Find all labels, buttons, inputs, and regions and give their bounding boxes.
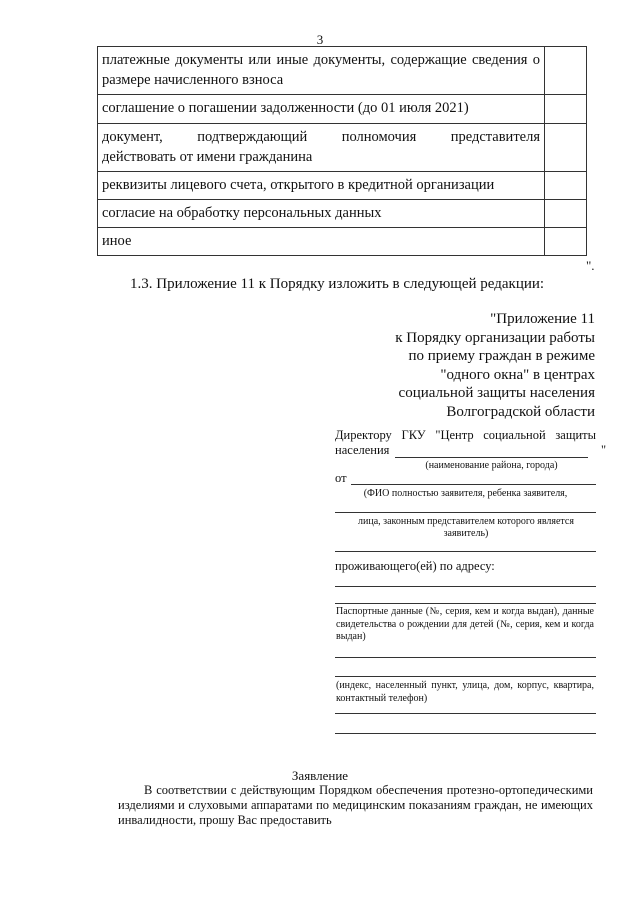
director-line: Директору ГКУ "Центр социальной защиты [335,428,596,442]
table-row [98,95,587,124]
table-cell-line: документ, подтверждающий полномочия представителя [102,129,540,145]
statement-body [118,783,593,828]
checkbox-cell [545,124,587,172]
director-line-2: населения [335,443,390,457]
appendix-line: по приему граждан в режиме [408,348,595,364]
table-cell: платежные документы или иные документы, содержащие сведения о размере начисленного взноса [98,47,545,95]
from-label: от [335,471,347,485]
checkbox-cell [545,95,587,124]
fio-field-line-3 [335,551,596,552]
table-cell [98,124,545,172]
table-cell-line: действовать от имени гражданина [102,149,313,165]
passport-field-line [335,657,596,658]
contact-caption: (индекс, населенный пункт, улица, дом, корпус, квартира, контактный телефон) [336,680,594,704]
table-row [98,172,587,200]
contact-field-line [335,713,596,714]
appendix-line: "одного окна" в центрах [440,366,595,383]
item-1-3: 1.3. Приложение 11 к Порядку изложить в следующей редакции: [130,276,545,292]
fio-field-line-2 [335,512,596,513]
appendix-line: Волгоградской области [446,403,595,420]
table-cell: согласие на обработку персональных данных [98,200,545,228]
appendix-line: "Приложение 11 [490,311,595,327]
fio-field-line [351,484,596,485]
address-field-line [335,586,596,587]
passport-caption: Паспортные данные (№, серия, кем и когда выдан), данные свидетельства о рождении для детей (№, серия, кем и когда выдан) [336,606,594,642]
fio-caption: (ФИО полностью заявителя, ребенка заявителя, [363,488,568,499]
table-row [98,124,587,172]
statement-body-text: В соответствии с действующим Порядком обеспечения протезно-ортопедическими изделиями и слуховыми аппаратами по медицинским показаниям граждан, не имеющих инвалидности, прошу Вас предоставить [118,783,593,827]
district-field-line [395,457,588,458]
checkbox-cell [545,200,587,228]
director-quote: " [601,443,607,457]
documents-table [97,46,587,256]
table-row [98,47,587,95]
passport-field-line-2 [335,676,596,677]
address-label: проживающего(ей) по адресу: [335,559,495,573]
table-row [98,200,587,228]
representative-caption: лица, законным представителем которого является заявитель) [358,516,574,539]
checkbox-cell [545,228,587,256]
appendix-header [295,310,595,421]
contact-field-line-2 [335,733,596,734]
closing-quote: ". [586,258,595,273]
table-cell: иное [98,228,545,256]
appendix-line: к Порядку организации работы [395,329,595,346]
appendix-line: социальной защиты населения [398,385,595,401]
page-number: 3 [316,32,324,47]
address-field-line-2 [335,603,596,604]
table-row [98,228,587,256]
table-cell: соглашение о погашении задолженности (до 01 июля 2021) [98,95,545,124]
statement-title: Заявление [291,768,349,783]
table-cell: реквизиты лицевого счета, открытого в кредитной организации [98,172,545,200]
district-caption: (наименование района, города) [425,460,558,471]
checkbox-cell [545,172,587,200]
checkbox-cell [545,47,587,95]
